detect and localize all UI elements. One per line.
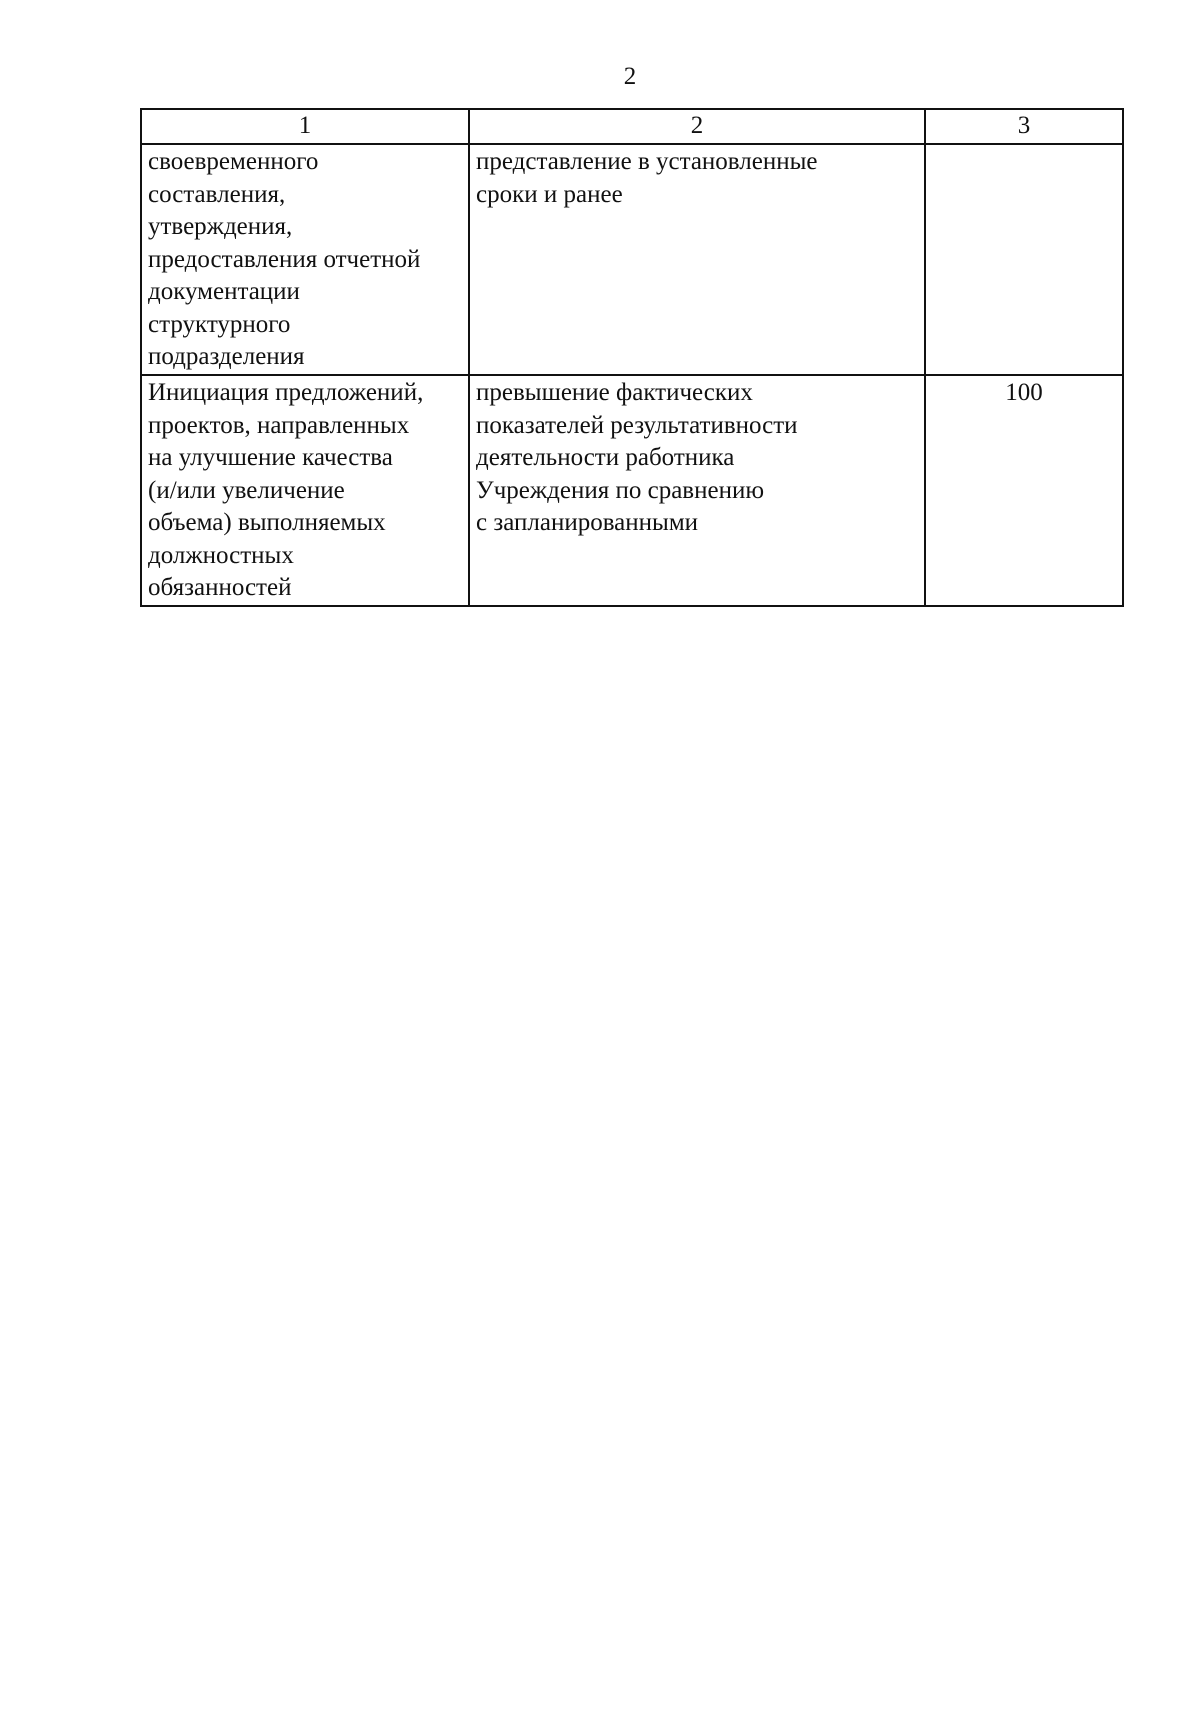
criterion-cell	[141, 375, 469, 606]
condition-cell	[469, 375, 925, 606]
cell-text-line: представление в установленные	[476, 148, 818, 175]
condition-cell	[469, 144, 925, 375]
cell-text-line: обязанностей	[148, 574, 292, 601]
cell-text-line: документации	[148, 278, 300, 305]
cell-text-line: деятельности работника	[476, 444, 735, 471]
criteria-table	[140, 108, 1124, 607]
table-row	[141, 375, 1123, 606]
cell-text-line: объема) выполняемых	[148, 509, 386, 536]
cell-text-line: предоставления отчетной	[148, 245, 421, 273]
cell-text-line: (и/или увеличение	[148, 476, 345, 504]
cell-text-line: на улучшение качества	[148, 444, 393, 471]
criterion-cell	[141, 144, 469, 375]
cell-text-line: с запланированными	[476, 509, 699, 536]
table-header-row	[141, 109, 1123, 144]
page-number: 2	[623, 63, 637, 90]
cell-text-line: сроки и ранее	[476, 180, 623, 208]
cell-text-line: структурного	[148, 310, 291, 338]
cell-text-line: Учреждения по сравнению	[476, 476, 765, 504]
cell-text-line: показателей результативности	[476, 411, 798, 439]
cell-text-line: составления,	[148, 180, 286, 208]
column-header-2: 2	[469, 109, 925, 144]
value-cell	[925, 144, 1123, 375]
cell-text-line: подразделения	[148, 343, 305, 370]
table-row	[141, 144, 1123, 375]
cell-text-line: проектов, направленных	[148, 411, 410, 439]
value-cell: 100	[925, 375, 1123, 606]
column-header-3: 3	[925, 109, 1123, 144]
cell-text-line: утверждения,	[148, 213, 293, 240]
cell-text-line: своевременного	[148, 148, 319, 175]
column-header-1: 1	[141, 109, 469, 144]
cell-text-line: Инициация предложений,	[148, 379, 424, 406]
cell-text-line: превышение фактических	[476, 379, 753, 406]
cell-text-line: должностных	[148, 541, 294, 569]
